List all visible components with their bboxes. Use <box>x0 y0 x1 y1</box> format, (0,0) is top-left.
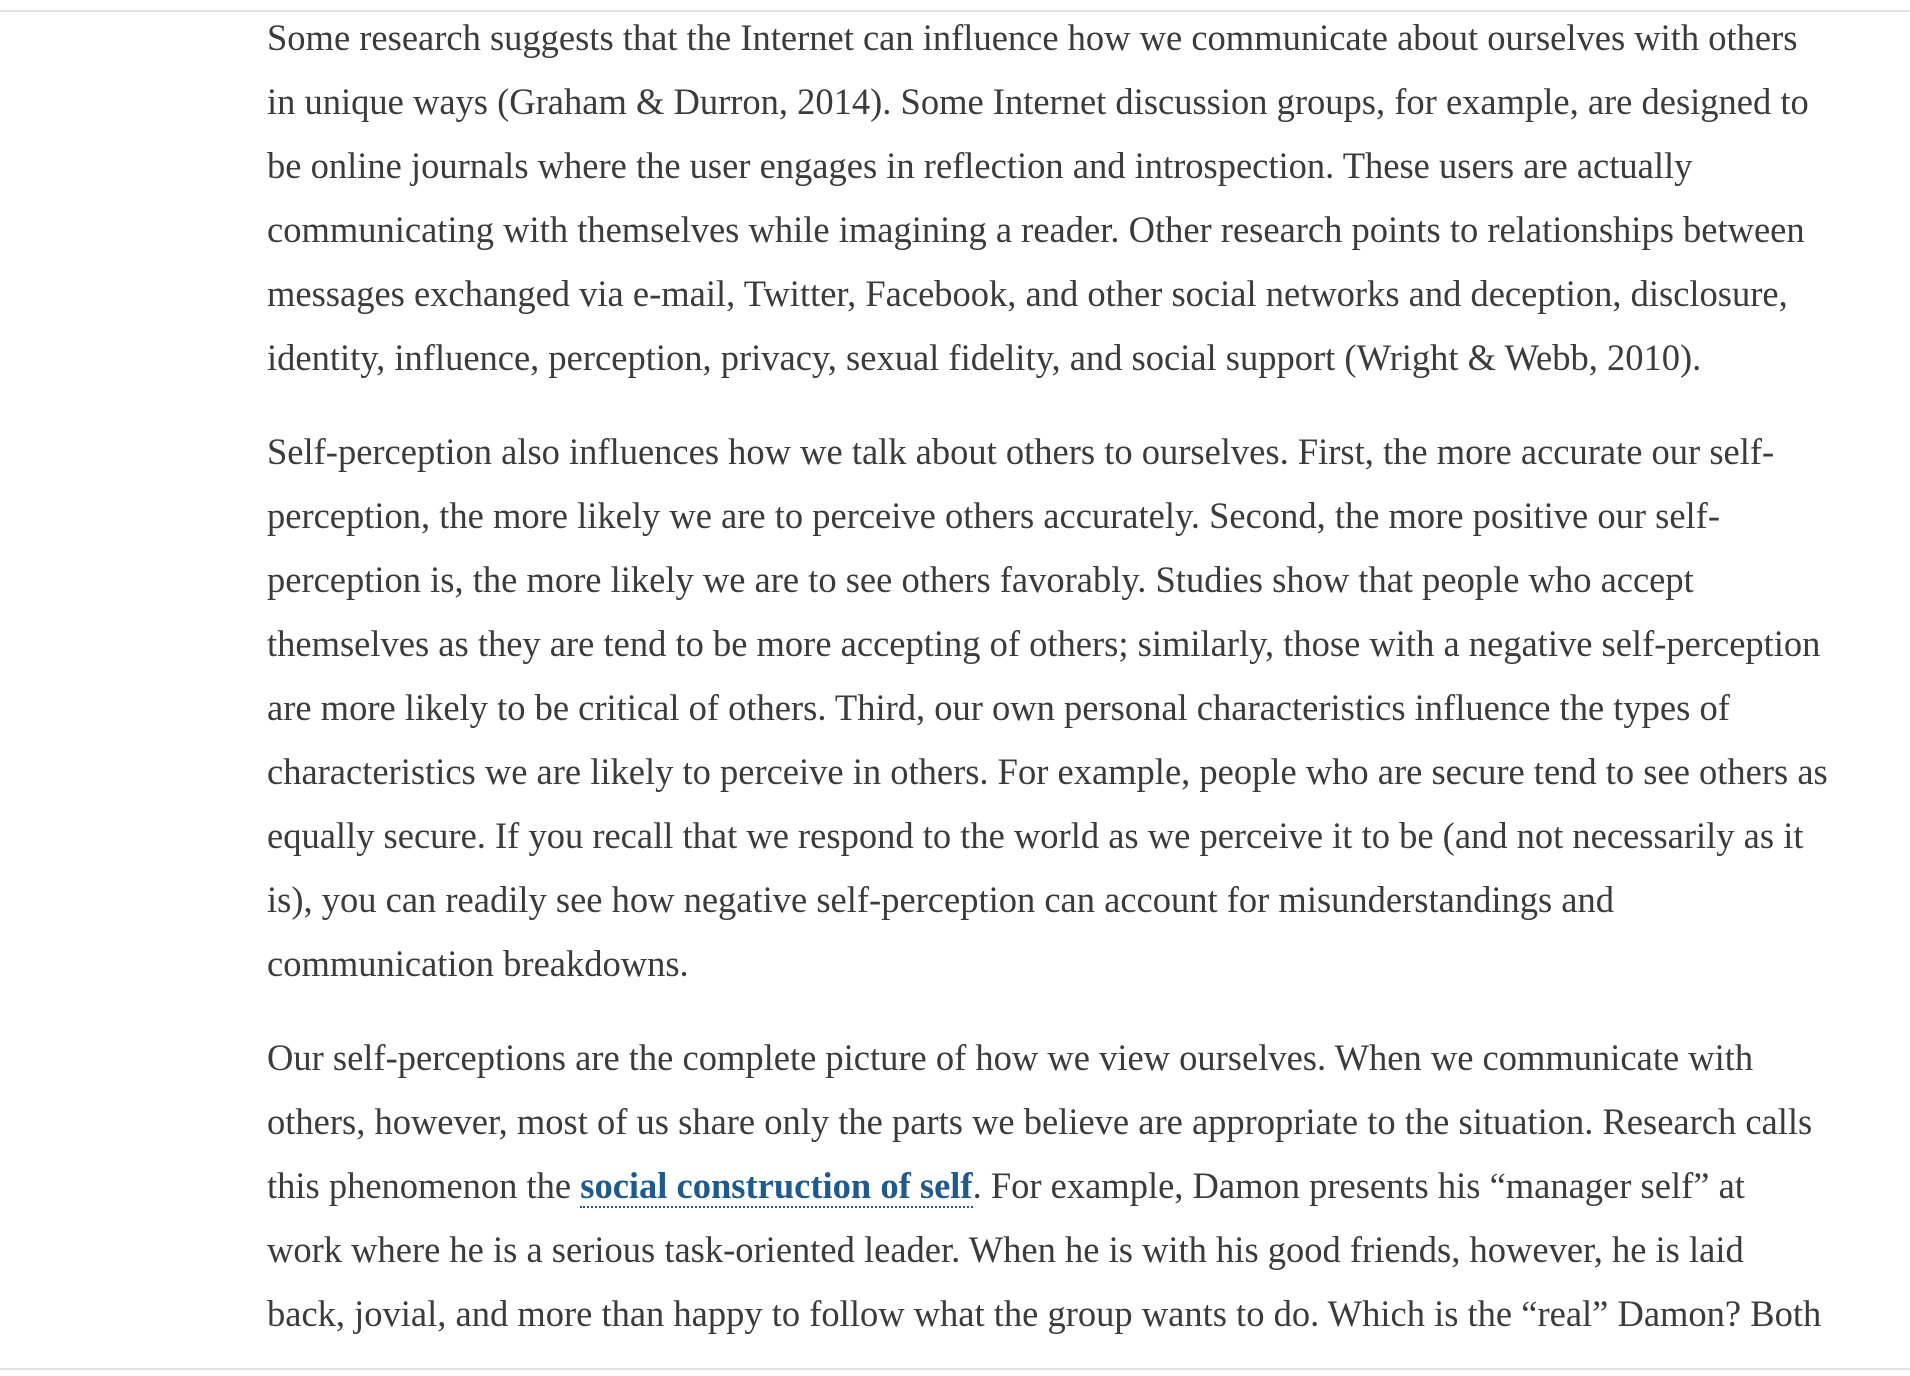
article-body <box>267 6 1827 1376</box>
text-line: perception, the more likely we are to perceive others accurately. Second, the more positive our self- <box>267 495 1720 536</box>
text-line: are more likely to be critical of others. Third, our own personal characteristics influence the types of <box>267 687 1730 728</box>
text-line: in unique ways (Graham & Durron, 2014). Some Internet discussion groups, for example, are designed to <box>267 81 1809 122</box>
text-line: others, however, most of us share only the parts we believe are appropriate to the situation. Research calls <box>267 1101 1813 1142</box>
text-line: themselves as they are tend to be more accepting of others; similarly, those with a negative self-perception <box>267 623 1821 664</box>
paragraph-internet-communication <box>267 6 1827 390</box>
text-line-with-link <box>267 1154 1827 1218</box>
text-line: be online journals where the user engages in reflection and introspection. These users are actually <box>267 145 1693 186</box>
text-line: back, jovial, and more than happy to follow what the group wants to do. Which is the “real” Damon? Both <box>267 1293 1822 1334</box>
paragraph-social-construction <box>267 1026 1827 1346</box>
text-line: work where he is a serious task-oriented leader. When he is with his good friends, however, he is laid <box>267 1229 1744 1270</box>
glossary-term-link[interactable]: social construction of self <box>580 1165 973 1206</box>
text-line: characteristics we are likely to perceive in others. For example, people who are secure tend to see others as <box>267 751 1828 792</box>
text-line: equally secure. If you recall that we respond to the world as we perceive it to be (and not necessarily as it <box>267 815 1804 856</box>
text-line: Our self-perceptions are the complete picture of how we view ourselves. When we communicate with <box>267 1037 1754 1078</box>
text-line: communicating with themselves while imagining a reader. Other research points to relationships between <box>267 209 1805 250</box>
paragraph-self-perception <box>267 420 1827 996</box>
text-line: is), you can readily see how negative self-perception can account for misunderstandings and <box>267 879 1614 920</box>
text-line: communication breakdowns. <box>267 943 689 984</box>
text-line: messages exchanged via e-mail, Twitter, Facebook, and other social networks and deception, disclosure, <box>267 273 1788 314</box>
text-before-link: this phenomenon the <box>267 1165 581 1206</box>
text-line: Some research suggests that the Internet can influence how we communicate about ourselves with others <box>267 17 1798 58</box>
bottom-divider <box>0 1368 1910 1370</box>
text-line: identity, influence, perception, privacy, sexual fidelity, and social support (Wright & Webb, 2010). <box>267 337 1702 378</box>
text-line: perception is, the more likely we are to see others favorably. Studies show that people who accept <box>267 559 1694 600</box>
text-after-link: . For example, Damon presents his “manager self” at <box>972 1165 1745 1206</box>
text-line: Self-perception also influences how we talk about others to ourselves. First, the more accurate our self- <box>267 431 1775 472</box>
